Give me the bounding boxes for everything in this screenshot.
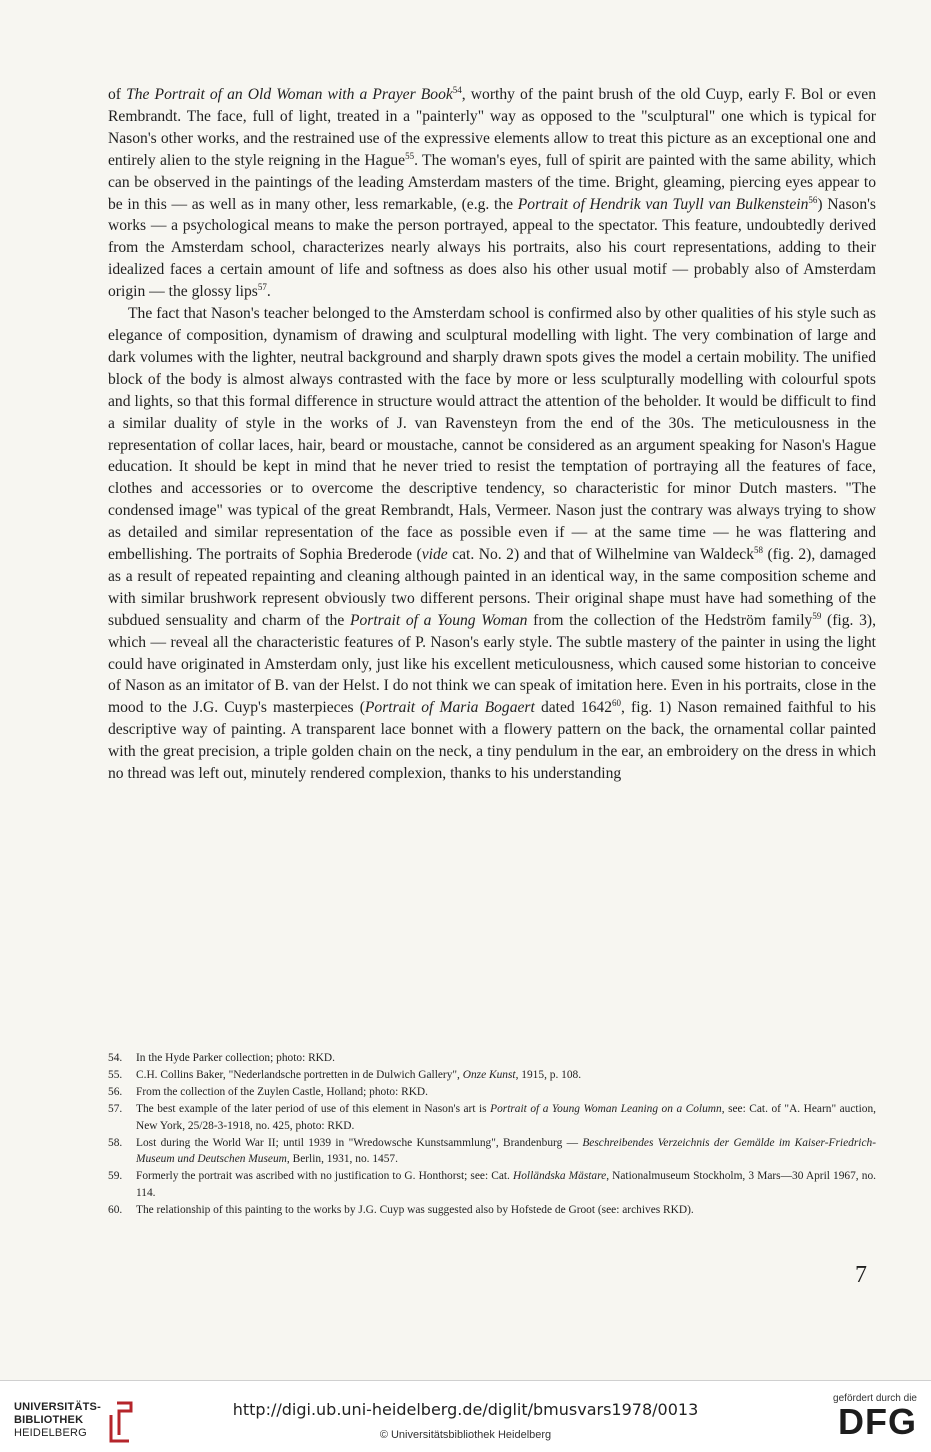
footnote-55: 55. C.H. Collins Baker, "Nederlandsche portretten in de Dulwich Gallery", Onze Kunst, 1915, p. 108. [108,1068,582,1081]
footnotes [108,1050,876,1219]
library-logo: UNIVERSITÄTS- BIBLIOTHEK HEIDELBERG [14,1401,133,1443]
footnote-ref: 60 [612,698,622,709]
footnote-ref: 56 [808,194,818,205]
footnote-ref: 55 [405,150,415,161]
dfg-logo: gefördert durch die DFG [833,1393,917,1442]
footnote-58: 58. Lost during the World War II; until 1939 in "Wredowsche Kunstsammlung", Brandenburg — Beschreibendes Verzeichnis der Gemälde im Kaiser-Friedrich-Museum und Deutschen Museum, Berlin, 1931, no. 1457. [108,1136,876,1166]
footnote-ref: 58 [754,544,763,555]
footnote-59: 59. Formerly the portrait was ascribed with no justification to G. Honthorst; see: Cat. Holländska Mästare, Nationalmuseum Stockholm, 3 Mars—30 April 1967, no. 114. [108,1170,876,1200]
paragraph-2: The fact that Nason's teacher belonged to the Amsterdam school is confirmed also by other qualities of his style such as elegance of composition, dynamism of drawing and sculptural modelling with light. The very combination of large and dark volumes with the lighter, neutral background and sharply drawn spots gives the model a certain mobility. The unified block of the body is almost always contrasted with the face by more or less sculpturally modelling with colourful spots and lights, so that this formal difference in structure would attract the attention of the beholder. It would be difficult to find a similar duality of style in the works of J. van Ravensteyn from the end of the 30s. The meticulousness in the representation of collar laces, hair, beard or moustache, cannot be considered as an argument speaking for Nason's Hague education. It should be kept in mind that he never tried to resist the temptation of portraying all the features of face, clothes and accessories or to overcome the descriptive tendency, so characteristic for minor Dutch masters. "The condensed image" was typical of the great Rembrandt, Hals, Vermeer. Nason just the contrary was always trying to show as detailed and similar representation of the face as possible even if — at the same time — he was flattering and embellishing. The portraits of Sophia Brederode (vide cat. No. 2) and that of Wilhelmine van Waldeck$^{58}$ (fig. 2), damaged as a result of repeated repainting and cleaning although painted in an identical way, in the same composition scheme and with similar brushwork represent obviously two different persons. Their original shape must have had something of the subdued sensuality and charm of the Portrait of a Young Woman from the collection of the Hedström family$^{59}$ (fig. 3), which — reveal all the characteristic features of P. Nason's early style. The subtle mastery of the painter in using the light could have originated in Amsterdam only, just like his excellent meticulousness, which caused some historian to conceive of Nason as an imitator of B. van der Helst. I do not think we can speak of imitation here. Even in his portraits, close in the mood to the J.G. Cuyp's masterpieces (Portrait of Maria Bogaert dated 1642$^{60}$, fig. 1) Nason remained faithful to his descriptive way of painting. A transparent lace bonnet with a flowery pattern on the back, the ornamental collar painted with the great precision, a triple golden chain on the neck, a tiny pendulum in the ear, an embroidery on the dress in which no thread was left out, minutely rendered complexion, thanks to his understanding [108,305,877,783]
copyright-notice: © Universitätsbibliothek Heidelberg [379,1429,552,1441]
footnote-ref: 59 [812,610,822,621]
source-url-link[interactable]: http://digi.ub.uni-heidelberg.de/diglit/bmusvars1978/0013 [232,1400,699,1419]
footnote-ref: 54 [452,84,462,95]
footnote-56: 56. From the collection of the Zuylen Castle, Holland; photo: RKD. [108,1085,428,1098]
footnote-57: 57. The best example of the later period of use of this element in Nason's art is Portrait of a Young Woman Leaning on a Column, see: Cat. of "A. Hearn" auction, New York, 25/28-3-1918, no. 425, photo: RKD. [108,1102,877,1132]
italic-title: The Portrait of an Old Woman with a Prayer Book [126,86,453,103]
page-number: 7 [855,1262,867,1288]
italic-title: Portrait of Hendrik van Tuyll van Bulkenstein [517,195,809,213]
body-text [108,84,876,785]
footer-bar [0,1380,931,1452]
paragraph-1: of The Portrait of an Old Woman with a Prayer Book$^{54}$, worthy of the paint brush of the old Cuyp, early F. Bol or even Rembrandt. The face, full of light, treated in a "painterly" way as opposed to the "sculptural" one which is typical for Nason's other works, and the restrained use of the expressive elements allow to treat this picture as an exceptional one and entirely alien to the style reigning in the Hague$^{55}$. The woman's eyes, full of spirit are painted with the same ability, which can be observed in the paintings of the leading Amsterdam masters of the time. Bright, gleaming, piercing eyes appear to be in this — as well as in many other, less remarkable, (e.g. the Portrait of Hendrik van Tuyll van Bulkenstein$^{56}$) Nason's works — a psychological means to make the person portrayed, appeal to the spectator. This feature, undoubtedly derived from the Amsterdam school, characterizes nearly always his portraits, also his court representations, adding to their idealized faces a certain amount of life and softness as does also his other usual motif — probably also of Amsterdam origin — the glossy lips$^{57}$. [108,84,877,301]
footnote-ref: 57 [257,281,267,292]
footnote-60: 60. The relationship of this painting to the works by J.G. Cuyp was suggested also by Hofstede de Groot (see: archives RKD). [108,1204,694,1217]
italic-title: Portrait of a Young Woman [349,611,528,629]
footnote-54: 54. In the Hyde Parker collection; photo: RKD. [108,1052,335,1064]
italic-title: Portrait of Maria Bogaert [364,699,535,717]
